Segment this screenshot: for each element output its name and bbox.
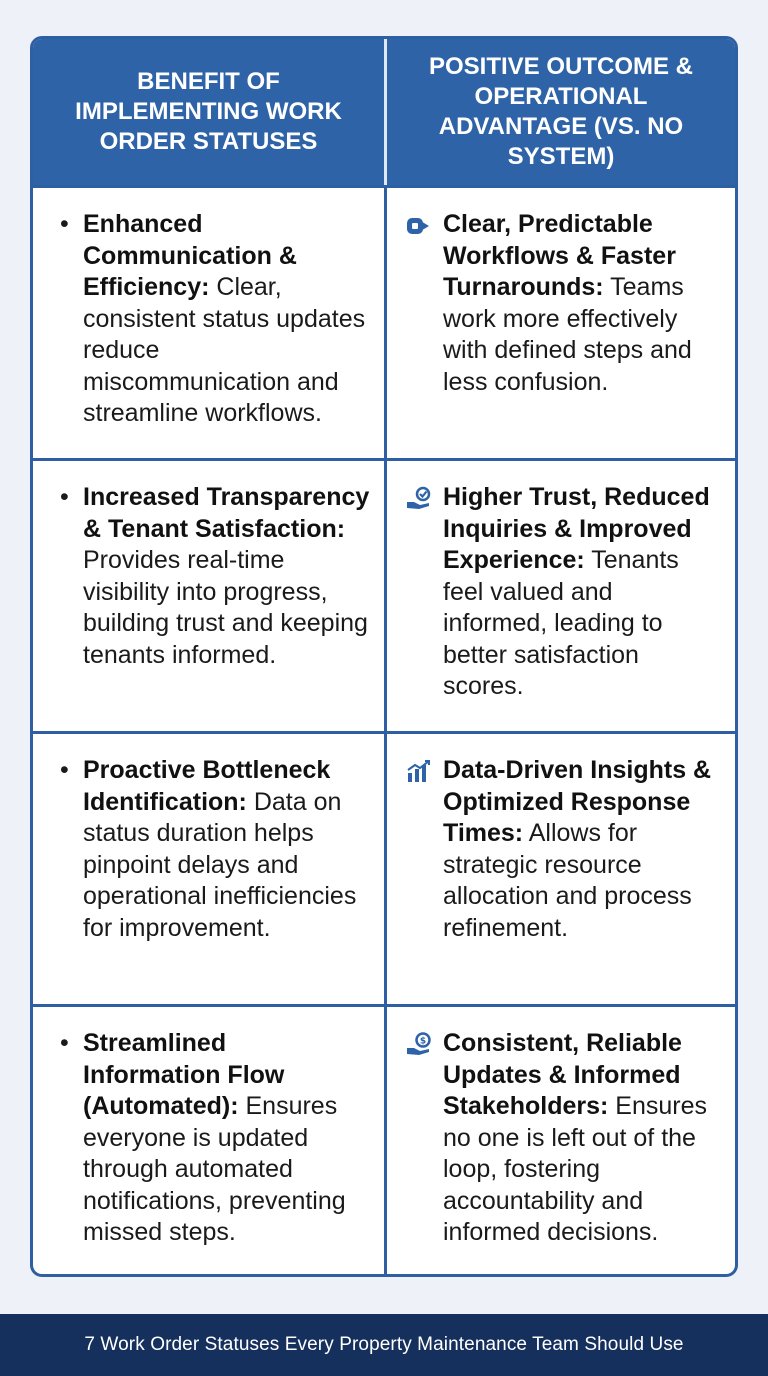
outcome-cell bbox=[387, 458, 735, 731]
table-row bbox=[33, 458, 735, 731]
hand-check-icon bbox=[405, 486, 433, 512]
bar-chart-icon bbox=[405, 759, 433, 785]
bullet-icon: • bbox=[60, 210, 69, 238]
outcome-cell bbox=[387, 731, 735, 1004]
outcome-text: Ensures no one is left out of the loop, fostering accountability and informed decisions. bbox=[443, 1092, 708, 1246]
bullet-icon: • bbox=[60, 756, 69, 784]
table-row bbox=[33, 185, 735, 458]
hand-coin-icon bbox=[405, 1032, 433, 1058]
outcome-title: Clear, Predictable Workflows & Faster Turnarounds: bbox=[443, 210, 676, 301]
table-row bbox=[33, 1004, 735, 1277]
footer-text: 7 Work Order Statuses Every Property Maintenance Team Should Use bbox=[84, 1334, 684, 1355]
outcome-title: Data-Driven Insights & Optimized Response Times: bbox=[443, 756, 712, 847]
header-benefit: BENEFIT OF IMPLEMENTING WORK ORDER STATUSES bbox=[75, 68, 342, 155]
outcome-text: Tenants feel valued and informed, leading to better satisfaction scores. bbox=[443, 546, 679, 700]
comparison-table bbox=[30, 36, 738, 1277]
header-outcome: POSITIVE OUTCOME & OPERATIONAL ADVANTAGE (VS. NO SYSTEM) bbox=[428, 53, 694, 170]
benefit-cell bbox=[33, 185, 384, 458]
table-row bbox=[33, 731, 735, 1004]
svg-text:$: $ bbox=[419, 1036, 427, 1047]
outcome-cell bbox=[387, 1004, 735, 1277]
benefit-title: Streamlined Information Flow (Automated): bbox=[83, 1029, 285, 1120]
benefit-text: Data on status duration helps pinpoint delays and operational inefficiencies for improvement. bbox=[83, 787, 357, 942]
outcome-title: Consistent, Reliable Updates & Informed Stakeholders: bbox=[443, 1029, 682, 1120]
outcome-cell bbox=[387, 185, 735, 458]
benefit-text: Clear, consistent status updates reduce miscommunication and streamline workflows. bbox=[83, 273, 366, 427]
benefit-cell bbox=[33, 1004, 384, 1277]
bullet-icon: • bbox=[60, 1029, 69, 1057]
outcome-text: Teams work more effectively with defined steps and less confusion. bbox=[443, 273, 692, 396]
benefit-cell bbox=[33, 458, 384, 731]
benefit-title: Enhanced Communication & Efficiency: bbox=[83, 210, 297, 301]
table-header bbox=[33, 39, 735, 185]
benefit-text: Provides real-time visibility into progress, building trust and keeping tenants informed. bbox=[83, 546, 368, 669]
benefit-title: Proactive Bottleneck Identification: bbox=[83, 756, 331, 816]
bullet-icon: • bbox=[60, 483, 69, 511]
benefit-text: Ensures everyone is updated through automated notifications, preventing missed steps. bbox=[83, 1092, 346, 1246]
workflow-arrow-icon bbox=[405, 213, 433, 239]
outcome-text: Allows for strategic resource allocation and process refinement. bbox=[443, 819, 692, 942]
benefit-cell bbox=[33, 731, 384, 1004]
outcome-title: Higher Trust, Reduced Inquiries & Improved Experience: bbox=[443, 483, 710, 574]
footer-banner bbox=[0, 1314, 768, 1376]
benefit-title: Increased Transparency & Tenant Satisfaction: bbox=[83, 483, 370, 543]
